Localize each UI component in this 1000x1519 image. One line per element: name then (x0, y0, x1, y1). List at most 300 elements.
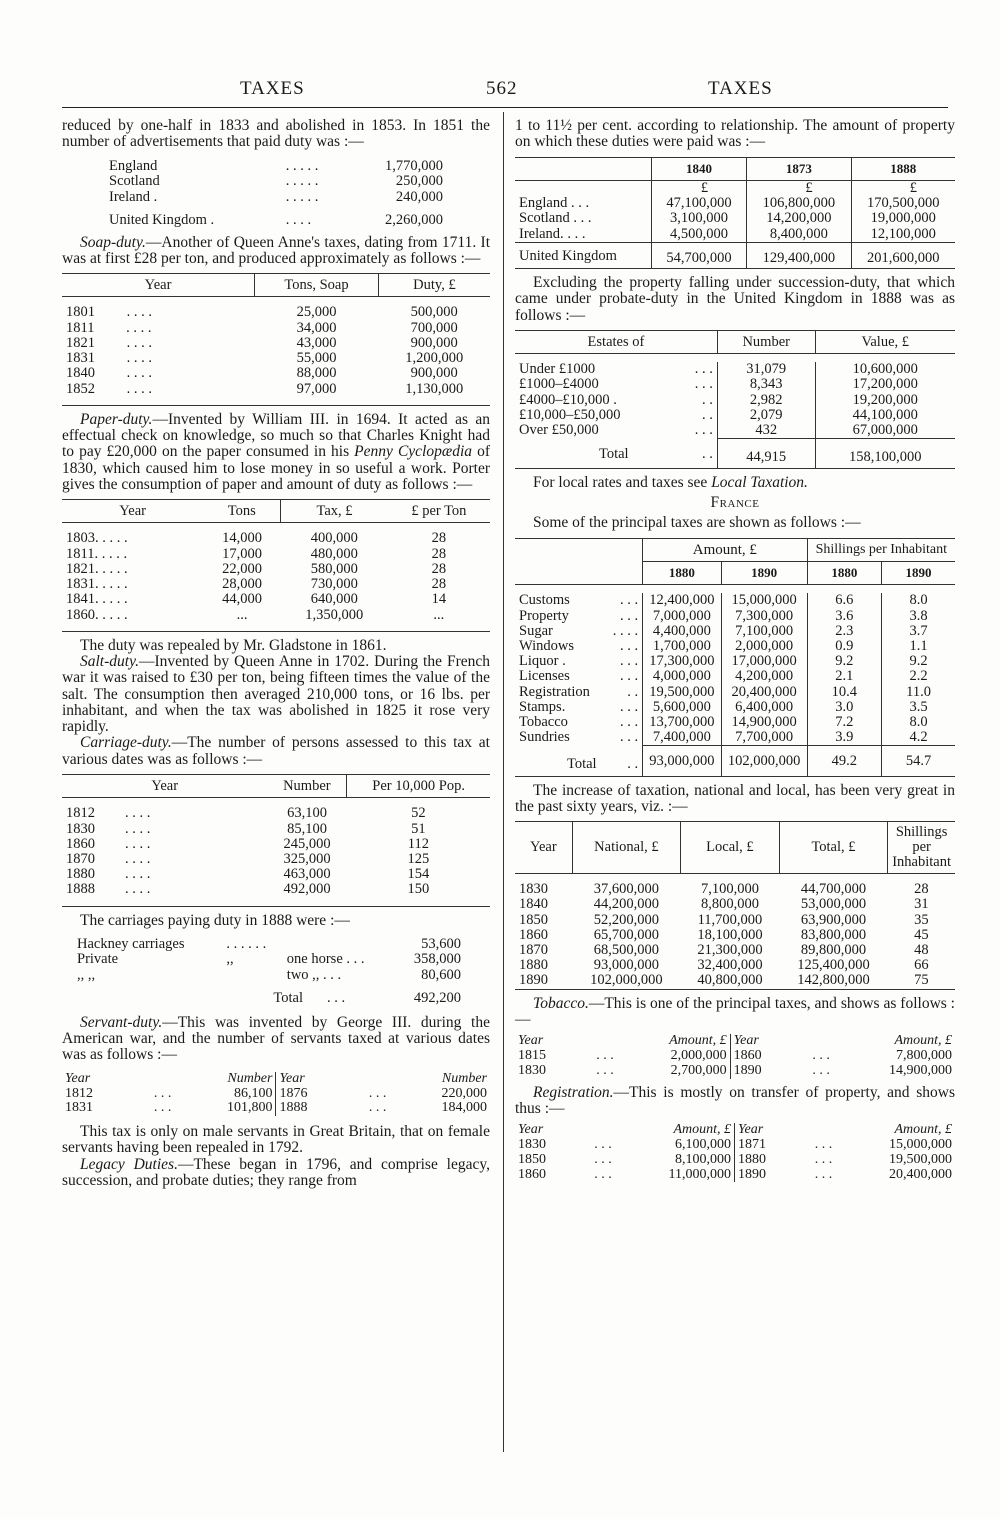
legacy-label (515, 211, 651, 226)
paper-year-text: 1803 (66, 530, 95, 547)
increase-local: 8,800,000 (700, 896, 759, 913)
increase-total: 44,700,000 (800, 881, 867, 898)
carriage-duty-table (62, 774, 490, 907)
soap-year (62, 351, 255, 366)
registration-text: —This is mostly on transfer of property, and shows thus :— (515, 1083, 955, 1117)
france-shillings-1880: 3.0 (807, 700, 881, 715)
increase-col-national: National, £ (572, 822, 680, 874)
advert-country: Scotland (109, 173, 160, 190)
paper-duty-table (62, 499, 490, 632)
soap-year-text: 1831 (66, 350, 95, 367)
leader-dots: . . . (153, 1085, 172, 1101)
running-head-left: TAXES (240, 78, 305, 99)
france-shillings-1890: 4.2 (882, 730, 955, 746)
legacy-value-1873: 8,400,000 (747, 227, 852, 243)
registration-year: 1850 (518, 1151, 546, 1167)
carriages-1888-intro: The carriages paying duty in 1888 were :— (80, 911, 350, 929)
increase-year: 1830 (519, 881, 548, 898)
increase-row (515, 943, 955, 958)
advert-count: 240,000 (395, 188, 443, 205)
carriage-year (62, 852, 267, 867)
probate-paragraph: Excluding the property falling under succession-duty, that which came under probate-duty in the United Kingdom in 1888 was as follows :— (515, 273, 955, 324)
increase-shillings: 31 (914, 896, 929, 913)
increase-year: 1840 (519, 896, 548, 913)
carriage-col-year: Year (62, 775, 267, 798)
right-column (515, 118, 955, 1188)
local-taxation-note (515, 475, 955, 491)
leader-dots: . . . (368, 1085, 387, 1101)
registration-amount: 6,100,000 (675, 1136, 732, 1152)
leader-dots: . . (702, 445, 713, 462)
increase-total: 63,900,000 (800, 911, 867, 928)
increase-row (515, 913, 955, 928)
probate-row (515, 393, 955, 408)
france-amount-1880: 12,400,000 (643, 593, 721, 608)
probate-row (515, 362, 955, 377)
registration-year: 1830 (518, 1136, 546, 1152)
increase-national: 65,700,000 (593, 926, 660, 943)
france-total-label: Total (567, 756, 597, 773)
france-tax-label (515, 624, 643, 639)
carriage-year (62, 806, 267, 821)
france-shillings-1890: 3.5 (882, 700, 955, 715)
paper-year (62, 608, 203, 623)
legacy-label (515, 227, 651, 243)
leader-dots: . . . (153, 1100, 172, 1116)
carriage-total-label: Total (273, 990, 303, 1007)
soap-year (62, 366, 255, 381)
legacy-total-1888: 201,600,000 (851, 242, 955, 268)
carriage-per-pop: 112 (407, 835, 429, 852)
increase-total: 83,800,000 (800, 926, 867, 943)
increase-national: 102,000,000 (590, 972, 663, 989)
carriage-1888-row (74, 952, 464, 968)
france-amount-1880: 7,000,000 (643, 609, 721, 624)
leader-dots: . . . . (126, 365, 152, 382)
tobacco-paragraph (515, 996, 955, 1029)
legacy-value-1873: 14,200,000 (747, 211, 852, 226)
increase-table (515, 821, 955, 989)
servant-col-number-1: Number (227, 1070, 273, 1086)
probate-label-text: Over £50,000 (519, 422, 599, 439)
france-amount-1880: 7,400,000 (643, 730, 721, 746)
carriage-count: 358,000 (413, 951, 461, 968)
pound-unit: £ (747, 180, 852, 196)
paper-year (62, 531, 203, 546)
carriage-ditto: ,, (226, 951, 234, 968)
soap-row (62, 321, 490, 336)
leader-dots: . . . (619, 653, 639, 670)
increase-shillings: 35 (914, 911, 929, 928)
paper-tons: 22,000 (222, 560, 262, 577)
leader-dots: . . . . . (95, 560, 128, 577)
france-row (515, 700, 955, 715)
registration-amount: 20,400,000 (889, 1166, 952, 1182)
leader-dots: . . . (619, 637, 639, 654)
france-row (515, 669, 955, 684)
france-row (515, 654, 955, 669)
spacer-row (62, 898, 490, 907)
advert-count: 250,000 (395, 173, 443, 190)
soap-duty-paragraph (62, 235, 490, 268)
advert-count: 1,770,000 (385, 157, 443, 174)
legacy-label-text: Ireland. (519, 225, 564, 242)
paper-tax: 640,000 (310, 591, 358, 608)
leader-dots: . . . . (125, 881, 151, 898)
legacy-value-1840: 3,100,000 (651, 211, 746, 226)
servant-duty-title: Servant-duty. (80, 1013, 163, 1031)
paper-tax: 580,000 (310, 560, 358, 577)
leader-dots: . . . (567, 225, 586, 242)
france-shillings-1890: 2.2 (882, 669, 955, 684)
carriage-per-pop: 125 (407, 850, 430, 867)
paper-year (62, 592, 203, 607)
carriage-1888-row (74, 968, 464, 984)
leader-dots: . . . (594, 1151, 612, 1167)
tobacco-year: 1815 (518, 1047, 546, 1063)
probate-col-estates: Estates of (515, 330, 717, 353)
leader-dots: . . . (694, 376, 713, 393)
tobacco-text: —This is one of the principal taxes, and shows as follows :— (515, 994, 955, 1028)
carriage-1888-total-row (74, 991, 464, 1007)
france-tax-label (515, 593, 643, 608)
carriage-year (62, 822, 267, 837)
tobacco-col-year-1: Year (518, 1033, 544, 1049)
tobacco-col-year-2: Year (730, 1034, 791, 1049)
leader-dots: . . . (619, 607, 639, 624)
probate-total-row (515, 439, 955, 469)
spacer-row (74, 983, 464, 991)
increase-year: 1870 (519, 941, 548, 958)
increase-total: 89,800,000 (800, 941, 867, 958)
leader-dots: . . . (570, 195, 590, 212)
carriage-kind: Hackney carriages (77, 935, 185, 952)
probate-value: 17,200,000 (815, 377, 955, 392)
registration-year: 1871 (735, 1138, 795, 1153)
carriage-per-pop: 154 (407, 866, 430, 883)
france-amount-1880: 1,700,000 (643, 639, 721, 654)
france-amount-1890: 2,000,000 (721, 639, 807, 654)
leader-dots: . . . . (126, 380, 152, 397)
france-row (515, 593, 955, 608)
paper-row (62, 547, 490, 562)
carriage-row (62, 882, 490, 897)
leader-dots: . . (627, 756, 639, 773)
probate-value: 67,000,000 (815, 423, 955, 439)
registration-title: Registration. (533, 1083, 614, 1101)
france-tax-name: Property (519, 607, 569, 624)
advert-country: Ireland . (109, 188, 158, 205)
france-row (515, 609, 955, 624)
soap-tons: 25,000 (296, 304, 337, 321)
leader-dots: . . . . (126, 350, 152, 367)
leader-dots: . . . (619, 698, 639, 715)
paper-year (62, 547, 203, 562)
france-shillings-1890: 11.0 (882, 685, 955, 700)
leader-dots: . . . (619, 713, 639, 730)
increase-col-shillings: Shillings per Inhabitant (888, 822, 955, 874)
legacy-row (515, 211, 955, 226)
blank-cell (515, 180, 651, 196)
legacy-col-1888: 1888 (851, 157, 955, 180)
registration-paragraph (515, 1085, 955, 1118)
probate-label-text: £4000–£10,000 . (519, 391, 617, 408)
paper-year-text: 1841 (66, 591, 95, 608)
france-row (515, 639, 955, 654)
legacy-units-row (515, 180, 955, 196)
soap-col-duty: Duty, £ (378, 274, 490, 297)
increase-national: 44,200,000 (593, 896, 660, 913)
france-col-shillings: Shillings per Inhabitant (807, 538, 955, 561)
leader-dots: . . . (368, 1100, 387, 1116)
increase-year: 1880 (519, 957, 548, 974)
tobacco-col-amount-2: Amount, £ (894, 1033, 952, 1049)
legacy-duty-text: —These began in 1796, and comprise legacy, succession, and probate duties; they range from (62, 1155, 490, 1190)
soap-year-text: 1801 (66, 304, 95, 321)
servant-col-year-2: Year (276, 1072, 343, 1087)
france-year-shillings-1880: 1880 (807, 562, 881, 585)
leader-dots: . . . (596, 1062, 614, 1078)
registration-amount: 19,500,000 (889, 1151, 952, 1167)
soap-tons: 34,000 (296, 319, 337, 336)
leader-dots: . . . . (125, 850, 151, 867)
soap-year-text: 1840 (66, 365, 95, 382)
carriage-row (62, 867, 490, 882)
carriage-ditto (223, 968, 283, 984)
increase-shillings: 66 (914, 957, 929, 974)
france-shillings-1880: 9.2 (807, 654, 881, 669)
probate-table (515, 330, 955, 469)
paper-duty-text-1: —Invented by William III. in 1694. It acted as an effectual check on knowledge, so much so that Charles Knight had to pay £20,000 on the paper consumed in his (62, 410, 490, 461)
advert-row (106, 190, 446, 206)
paper-tons: 28,000 (222, 576, 262, 593)
paper-tax: 400,000 (310, 530, 358, 547)
leader-dots: . . . (694, 422, 713, 439)
probate-label (515, 362, 717, 377)
probate-col-value: Value, £ (815, 330, 955, 353)
carriages-1888-list (74, 937, 464, 1007)
france-year-amount-1890: 1890 (721, 562, 807, 585)
advertisement-intro: reduced by one-half in 1833 and abolished in 1853. In 1851 the number of advertisements that paid duty was :— (62, 117, 490, 151)
registration-row (515, 1153, 955, 1168)
registration-col-year-2: Year (735, 1123, 795, 1138)
paper-per-ton: 28 (431, 530, 447, 547)
servant-year: 1888 (276, 1101, 343, 1116)
probate-row (515, 423, 955, 439)
servant-number: 86,100 (233, 1085, 273, 1101)
registration-amount: 8,100,000 (675, 1151, 732, 1167)
soap-duty: 900,000 (410, 365, 458, 382)
probate-total-number: 44,915 (717, 439, 815, 469)
france-row (515, 685, 955, 700)
soap-duty: 1,130,000 (405, 380, 464, 397)
leader-dots: . . . (814, 1136, 833, 1152)
advert-total-label: United Kingdom . (109, 212, 215, 229)
tobacco-amount: 7,800,000 (896, 1047, 952, 1063)
left-column (62, 118, 490, 1189)
tobacco-amount: 2,700,000 (670, 1062, 727, 1078)
paper-row (62, 562, 490, 577)
leader-dots: . . (702, 406, 713, 423)
france-tax-label (515, 730, 643, 746)
local-taxation-ref: Local Taxation. (711, 473, 808, 491)
france-tax-label (515, 669, 643, 684)
france-table (515, 538, 955, 777)
paper-duty-text-2: of 1830, which caused him to lose money in so useful a work. Porter gives the consumption of paper and amount of duty as follows :— (62, 443, 490, 493)
leader-dots: . . . (619, 668, 639, 685)
carriage-total-label-cell (223, 991, 394, 1007)
tobacco-row (515, 1049, 955, 1064)
soap-row (62, 351, 490, 366)
leader-dots: . . . . (126, 304, 152, 321)
france-total-shillings-1880: 49.2 (807, 746, 881, 776)
advert-row (106, 174, 446, 190)
carriage-duty-paragraph (62, 735, 490, 768)
carriage-duty-text: —The number of persons assessed to this tax at various dates was as follows :— (62, 734, 490, 768)
running-head-right: TAXES (708, 78, 773, 99)
salt-duty-paragraph (62, 654, 490, 735)
increase-total: 142,800,000 (797, 972, 870, 989)
salt-duty-title: Salt-duty. (80, 653, 139, 670)
probate-label-text: £1000–£4000 (519, 376, 599, 393)
soap-row (62, 382, 490, 397)
increase-row (515, 958, 955, 973)
spacer-cell (62, 623, 490, 632)
soap-year (62, 336, 255, 351)
france-tax-name: Sundries (519, 729, 570, 746)
servant-number: 184,000 (441, 1100, 487, 1116)
salt-duty-text: —Invented by Queen Anne in 1702. During the French war it was raised to £30 per ton, being fifteen times the value of the salt. The consumption then averaged 210,000 tons, or 16 lbs. per inhabitant, and when the tax was abolished in 1825 it rose very rapidly. (62, 653, 490, 736)
probate-number: 8,343 (717, 377, 815, 392)
registration-col-year-1: Year (518, 1122, 544, 1138)
servant-row (62, 1101, 490, 1116)
france-shillings-1880: 3.9 (807, 730, 881, 746)
soap-duty-table (62, 273, 490, 406)
france-shillings-1880: 10.4 (807, 685, 881, 700)
carriage-detail (284, 937, 394, 953)
carriage-per-pop: 52 (411, 805, 426, 822)
paper-duty-title: Paper-duty. (80, 410, 153, 428)
soap-year (62, 321, 255, 336)
increase-national: 68,500,000 (593, 941, 660, 958)
leader-dots: . . . (619, 729, 639, 746)
carriage-number: 492,000 (283, 881, 331, 898)
paper-per-ton: 28 (431, 576, 447, 593)
paper-year-text: 1821 (66, 560, 95, 577)
increase-col-year: Year (515, 822, 572, 874)
carriage-year-text: 1880 (66, 866, 95, 883)
column-divider (503, 112, 504, 1452)
page-number: 562 (486, 78, 518, 99)
pound-unit: £ (851, 180, 955, 196)
france-tax-label (515, 685, 643, 700)
leader-dots: . . . (573, 210, 592, 227)
probate-label (515, 423, 717, 439)
france-tax-label (515, 609, 643, 624)
leader-dots: . . . . (125, 866, 151, 883)
carriage-number: 325,000 (283, 850, 331, 867)
france-tax-name: Registration (519, 683, 590, 700)
tobacco-amount: 2,000,000 (670, 1047, 727, 1063)
france-total-shillings-1890: 54.7 (882, 746, 955, 776)
carriage-duty-title: Carriage-duty. (80, 734, 172, 752)
blank-cell (74, 991, 223, 1007)
soap-duty-text: —Another of Queen Anne's taxes, dating from 1711. It was at first £28 per ton, and produced approximately as follows :— (62, 233, 490, 267)
carriage-total-value: 492,200 (413, 990, 461, 1007)
france-amount-1890: 6,400,000 (721, 700, 807, 715)
france-shillings-1880: 6.6 (807, 593, 881, 608)
increase-local: 40,800,000 (697, 972, 763, 989)
france-amount-1880: 17,300,000 (643, 654, 721, 669)
leader-dots: . . . (814, 1151, 833, 1167)
tobacco-year: 1830 (518, 1062, 546, 1078)
carriage-year-text: 1870 (66, 850, 95, 867)
soap-duty: 700,000 (410, 319, 458, 336)
france-total-amount-1880: 93,000,000 (643, 746, 721, 776)
paper-year-text: 1831 (66, 576, 95, 593)
probate-value: 19,200,000 (815, 393, 955, 408)
carriage-row (62, 806, 490, 821)
registration-col-amount-2: Amount, £ (894, 1122, 952, 1138)
carriage-year-text: 1812 (66, 805, 95, 822)
legacy-table (515, 157, 955, 269)
leader-dots: . . . . . (285, 157, 319, 174)
carriage-kind: Private (77, 951, 119, 968)
probate-row (515, 408, 955, 423)
paper-duty-paragraph (62, 412, 490, 493)
carriage-row (62, 822, 490, 837)
increase-shillings: 75 (914, 972, 929, 989)
carriage-year-text: 1860 (66, 835, 95, 852)
leader-dots: . . (702, 391, 713, 408)
servant-note: This tax is only on male servants in Great Britain, that on female servants having been repealed in 1792. (62, 1123, 490, 1157)
leader-dots: . . . (327, 990, 346, 1007)
advert-country: England (109, 157, 158, 174)
carriage-number: 245,000 (283, 835, 331, 852)
leader-dots: . . . (596, 1047, 614, 1063)
probate-col-number: Number (717, 330, 815, 353)
paper-per-ton: 14 (431, 591, 447, 608)
leader-dots: . . . . . (95, 606, 128, 623)
france-amount-1890: 7,300,000 (721, 609, 807, 624)
paper-row (62, 608, 490, 623)
paper-year (62, 577, 203, 592)
paper-year (62, 562, 203, 577)
france-amount-1890: 14,900,000 (721, 715, 807, 730)
leader-dots: . . . . . (94, 545, 128, 562)
france-year-shillings-1890: 1890 (882, 562, 955, 585)
legacy-label-text: England (519, 195, 568, 212)
legacy-total-row (515, 242, 955, 268)
probate-row (515, 377, 955, 392)
increase-shillings: 48 (914, 941, 929, 958)
france-tax-name: Liquor . (519, 653, 566, 670)
leader-dots: . . . (594, 1166, 612, 1182)
paper-row (62, 577, 490, 592)
paper-per-ton: ... (433, 606, 445, 623)
france-shillings-1880: 3.6 (807, 609, 881, 624)
header-rule (62, 107, 948, 108)
registration-table (515, 1123, 955, 1182)
registration-year: 1860 (518, 1166, 546, 1182)
legacy-total-1873: 129,400,000 (747, 242, 852, 268)
tobacco-amount: 14,900,000 (889, 1062, 952, 1078)
legacy-duty-title: Legacy Duties. (80, 1155, 178, 1173)
tobacco-table (515, 1034, 955, 1078)
probate-label-text: £10,000–£50,000 (519, 406, 621, 423)
legacy-duty-paragraph (62, 1157, 490, 1190)
paper-repealed: The duty was repealed by Mr. Gladstone in 1861. (80, 636, 387, 654)
